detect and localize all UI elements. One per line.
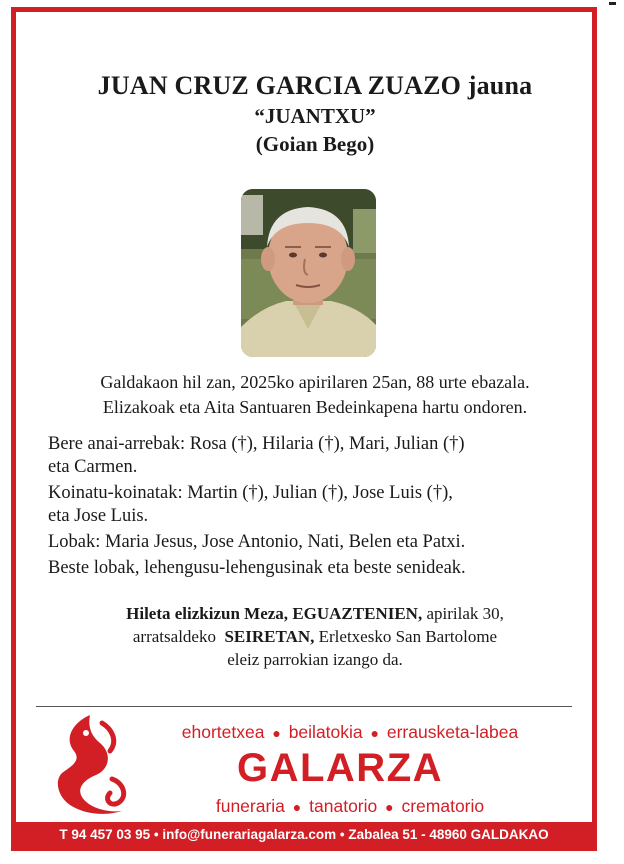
siblings [48,433,588,479]
service-funeraria: funeraria [215,796,285,816]
funeral-time: SEIRETAN, [224,627,315,646]
funeral-day: EGUAZTENIEN, [292,604,423,623]
portrait-photo [241,189,376,357]
deceased-name: JUAN CRUZ GARCIA ZUAZO jauna [97,71,533,100]
logo-swirl-icon [52,713,132,819]
contact-bar: T 94 457 03 95 • info@funerariagalarza.com • Zabalea 51 - 48960 GALDAKAO [16,822,592,848]
service-crematorio: crematorio [401,796,485,816]
divider [36,706,572,707]
bullet-icon: ● [272,725,281,741]
death-notice [40,370,590,420]
notice-header [40,70,590,158]
portrait-image [241,189,376,357]
part-of-day: arratsaldeko [132,627,216,646]
funeral-line1 [40,602,590,625]
other-relatives: Beste lobak, lehengusu-lehengusinak eta beste senideak. [48,558,466,578]
funeral-line2 [40,625,590,648]
in-laws-line1: Koinatu-koinatak: Martin (†), Julian (†), Jose Luis (†), [48,483,453,503]
family-list [48,433,588,583]
service-ehortetxea: ehortetxea [181,722,265,742]
mass-label: Hileta elizkizun Meza, [126,604,289,623]
funeral-home-name: GALARZA [236,746,444,790]
bullet-icon: ● [385,799,394,815]
in-laws-line2: eta Jose Luis. [48,506,149,526]
funeral-date: apirilak 30, [426,604,504,623]
deceased-nickname: “JUANTXU” [254,104,376,128]
siblings-line1: Bere anai-arrebak: Rosa (†), Hilaria (†), Mari, Julian (†) [48,434,465,454]
church-name: Erletxesko San Bartolome [318,627,498,646]
death-notice-line1: Galdakaon hil zan, 2025ko apirilaren 25an, 88 urte ebazala. [100,372,530,392]
service-errausketa-labea: errausketa-labea [386,722,519,742]
galarza-logo-icon [52,713,132,819]
bullet-icon: ● [370,725,379,741]
scan-mark [609,2,616,5]
services-basque [140,722,560,743]
services-spanish [140,796,560,817]
death-notice-line2: Elizakoak eta Aita Santuaren Bedeinkapena hartu ondoren. [102,397,528,417]
in-laws [48,482,588,528]
nephews: Lobak: Maria Jesus, Jose Antonio, Nati, Belen eta Patxi. [48,532,466,552]
bullet-icon: ● [292,799,302,815]
funeral-details [40,602,590,671]
funeral-line3: eleiz parrokian izango da. [227,650,403,669]
service-beilatokia: beilatokia [288,722,363,742]
deceased-place: (Goian Bego) [255,132,375,156]
service-tanatorio: tanatorio [309,796,378,816]
siblings-line2: eta Carmen. [48,457,138,477]
